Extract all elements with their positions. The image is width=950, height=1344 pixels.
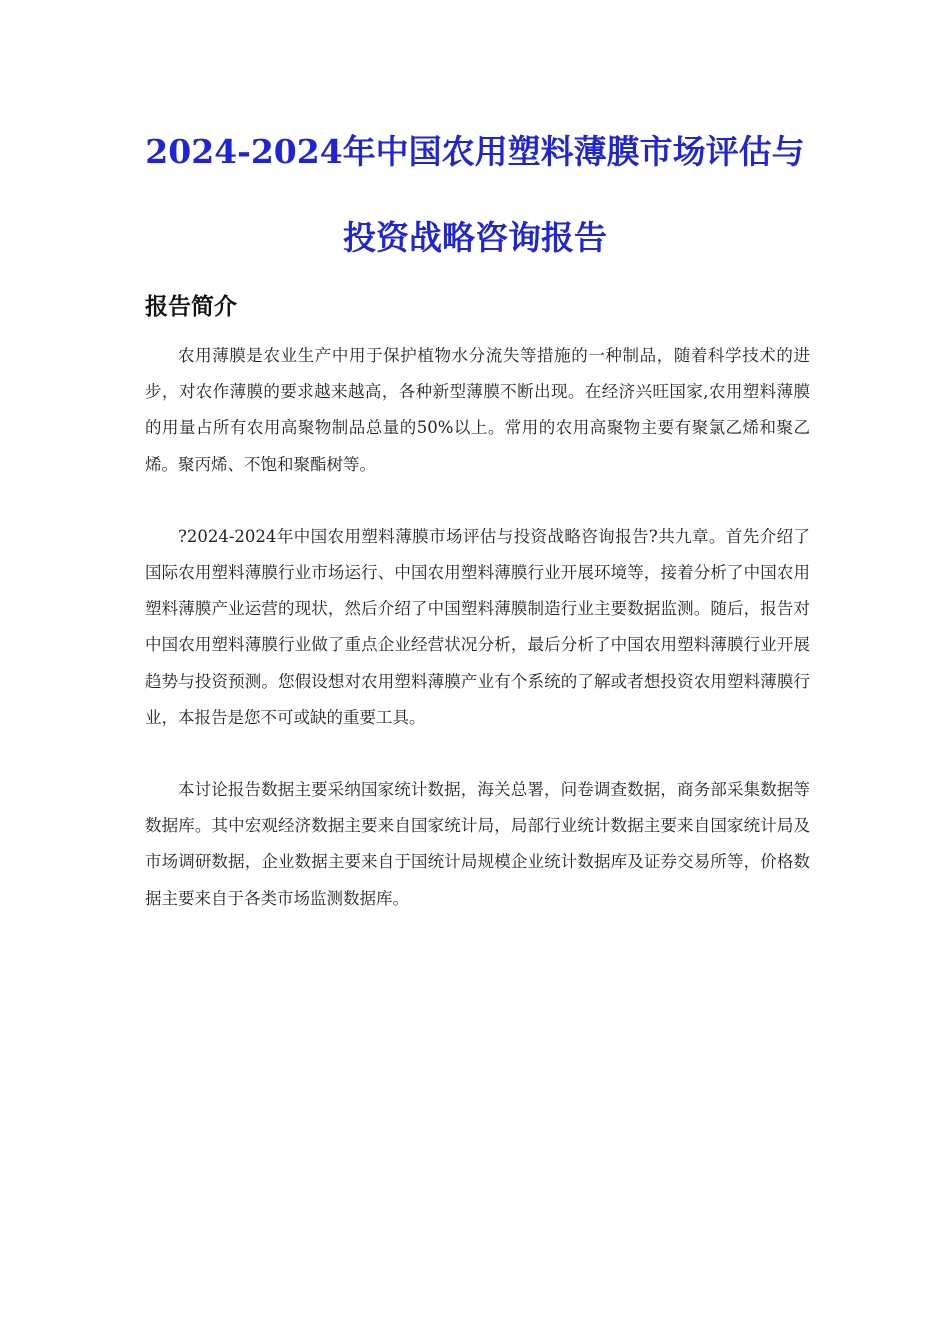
report-title-line1: 2024-2024年中国农用塑料薄膜市场评估与 [145, 132, 805, 171]
report-body [145, 338, 810, 917]
paragraph-contents: ?2024-2024年中国农用塑料薄膜市场评估与投资战略咨询报告?共九章。首先介绍了国际农用塑料薄膜行业市场运行、中国农用塑料薄膜行业开展环境等，接着分析了中国农用塑料薄膜产业运营的现状，然后介绍了中国塑料薄膜制造行业主要数据监测。随后，报告对中国农用塑料薄膜行业做了重点企业经营状况分析，最后分析了中国农用塑料薄膜行业开展趋势与投资预测。您假设想对农用塑料薄膜产业有个系统的了解或者想投资农用塑料薄膜行业，本报告是您不可或缺的重要工具。 [145, 526, 810, 727]
paragraph-intro: 农用薄膜是农业生产中用于保护植物水分流失等措施的一种制品，随着科学技术的进步，对农作薄膜的要求越来越高，各种新型薄膜不断出现。在经济兴旺国家,农用塑料薄膜的用量占所有农用高聚物制品总量的50%以上。常用的农用高聚物主要有聚氯乙烯和聚乙烯。聚丙烯、不饱和聚酯树等。 [145, 346, 810, 474]
report-title-line2: 投资战略咨询报告 [343, 218, 607, 257]
section-heading-summary: 报告简介 [145, 294, 237, 320]
paragraph-data-sources: 本讨论报告数据主要采纳国家统计数据，海关总署，问卷调查数据，商务部采集数据等数据库。其中宏观经济数据主要来自国家统计局，局部行业统计数据主要来自国家统计局及市场调研数据，企业数据主要来自于国统计局规模企业统计数据库及证券交易所等，价格数据主要来自于各类市场监测数据库。 [145, 780, 810, 908]
